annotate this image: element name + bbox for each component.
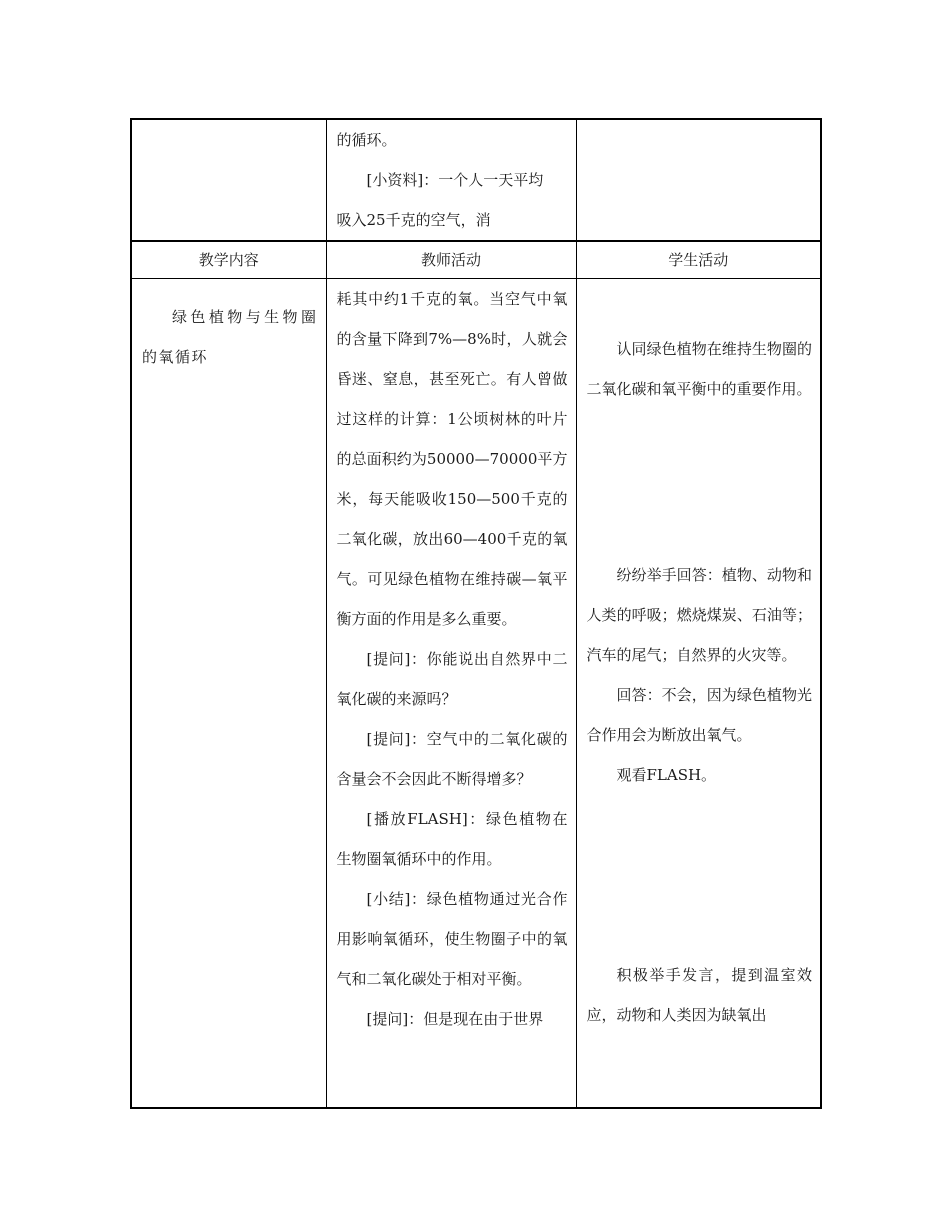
teacher-activity-cell	[326, 279, 576, 1109]
teacher-question: [提问]：空气中的二氧化碳的含量会不会因此不断得增多？	[336, 730, 568, 788]
student-response: 回答：不会，因为绿色植物光合作用会为断放出氧气。	[586, 686, 812, 744]
header-row	[131, 241, 821, 279]
header-teacher: 教师活动	[326, 241, 576, 279]
teacher-summary: [小结]：绿色植物通过光合作用影响氧循环，使生物圈子中的氧气和二氧化碳处于相对平衡。	[336, 890, 568, 988]
teacher-activity-cell	[326, 119, 576, 241]
student-response: 观看FLASH。	[616, 766, 717, 784]
teacher-text-line: 的循环。	[336, 131, 397, 149]
content-cell	[131, 279, 326, 1109]
teacher-text-line: 吸入25千克的空气，消	[336, 211, 491, 229]
teacher-paragraph: 耗其中约1千克的氧。当空气中氧的含量下降到7%—8%时，人就会昏迷、窒息，甚至死亡。有人曾做过这样的计算：1公顷树林的叶片的总面积约为50000—70000平方米，每天能吸收150—500千克的二氧化碳，放出60—400千克的氧气。可见绿色植物在维持碳—氧平衡方面的作用是多么重要。	[336, 290, 568, 628]
header-content: 教学内容	[131, 241, 326, 279]
student-response: 积极举手发言，提到温室效应，动物和人类因为缺氧出	[586, 966, 812, 1024]
student-response: 纷纷举手回答：植物、动物和人类的呼吸；燃烧煤炭、石油等；汽车的尾气；自然界的火灾等。	[586, 566, 812, 664]
header-student: 学生活动	[576, 241, 821, 279]
teacher-question: [提问]：但是现在由于世界	[366, 1010, 544, 1028]
continuation-row	[131, 119, 821, 241]
content-cell-empty	[131, 119, 326, 241]
teacher-question: [提问]：你能说出自然界中二氧化碳的来源吗？	[336, 650, 568, 708]
content-title: 绿色植物与生物圈的氧循环	[142, 308, 318, 366]
student-response: 认同绿色植物在维持生物圈的二氧化碳和氧平衡中的重要作用。	[586, 340, 812, 398]
teacher-flash: [播放FLASH]：绿色植物在生物圈氧循环中的作用。	[336, 810, 568, 868]
lesson-plan-table	[130, 118, 822, 1109]
student-activity-cell-empty	[576, 119, 821, 241]
student-activity-cell	[576, 279, 821, 1109]
main-row	[131, 279, 821, 1109]
teacher-text-line: [小资料]：一个人一天平均	[366, 171, 544, 189]
